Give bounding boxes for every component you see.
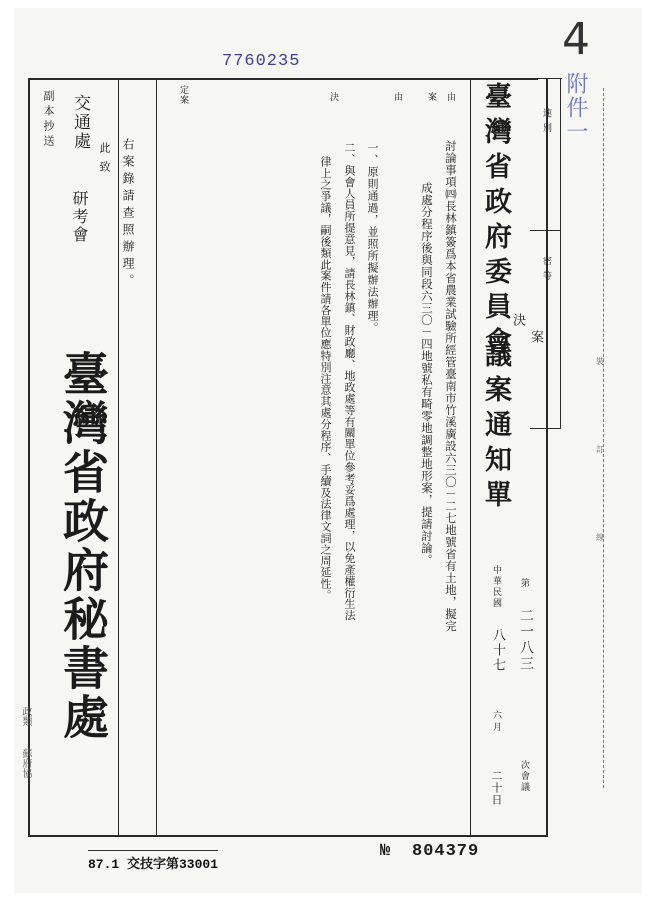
case-text-line-2: 成處分程序後與同段六三〇－四地號私有畸零地調整地形案，提請討論。 — [420, 182, 434, 566]
side-box-right — [560, 78, 561, 428]
form-top-border — [28, 78, 538, 80]
side-box-bottom — [530, 428, 561, 429]
handwritten-attachment: 附件一 — [563, 72, 588, 144]
date-month: 六月 — [491, 710, 501, 734]
date-day: 二十日 — [490, 770, 503, 806]
decision-line-1: 一、原則通過，並照所擬辦法辦理。 — [366, 142, 379, 334]
date-meeting-number: 二一八三 — [518, 608, 534, 672]
side-box-top — [530, 78, 562, 79]
form-bottom-border — [28, 835, 548, 837]
copy-label: 副本抄送 — [42, 90, 55, 150]
margin-note-2: 蘇府協 — [20, 748, 31, 778]
decision-line-2a: 二、與會人員所提意見，請長林鎮、財政廳、地政處等有關單位參考妥爲處理，以免產權衍生法 — [343, 142, 356, 621]
issuer-column-divider — [118, 80, 119, 835]
issuer-name: 臺灣省政府秘書處 — [56, 350, 110, 742]
confirm-label: 定案 — [180, 86, 190, 106]
decision-line-2b: 律上之爭議，嗣後類此案件請各單位應特別注意其處分程序、手續及法律文詞之周延性。 — [319, 156, 332, 601]
bottom-receipt-stamp: 87.1 交技字第33001 — [88, 850, 218, 872]
handwritten-page-number: 4 — [562, 14, 590, 65]
notice-column-divider — [156, 80, 157, 835]
top-serial-stamp: 7760235 — [222, 52, 301, 71]
main-title: 臺灣省政府委員會 — [480, 82, 511, 362]
secret-label: 密等 — [541, 256, 551, 286]
title-column-divider — [470, 80, 471, 835]
form-right-border — [546, 78, 548, 837]
date-era: 中華民國 — [491, 565, 501, 609]
title-subtitle: 議案通知單 — [480, 340, 511, 515]
side-box-divider — [530, 230, 561, 231]
binding-line — [603, 88, 604, 788]
notice-line-2: 此致 — [98, 142, 111, 180]
doc-number-label: № — [380, 842, 391, 861]
decision-label: 決 — [330, 93, 340, 103]
doc-number: 804379 — [412, 842, 480, 861]
order-label: 速別 — [541, 108, 551, 138]
date-label-session: 次會議 — [519, 760, 529, 793]
binding-char-3: 線 — [596, 533, 604, 542]
title-annot-case: 案 — [528, 330, 543, 343]
binding-char-2: 訂 — [596, 445, 604, 454]
notice-recipient: 交通處 — [70, 94, 90, 151]
copy-recipient: 研考會 — [70, 190, 89, 244]
case-label: 案由 — [428, 93, 467, 103]
binding-char-1: 裝 — [596, 357, 604, 366]
date-year: 八十七 — [490, 628, 505, 673]
date-label-no: 第 — [519, 578, 529, 587]
title-annot-decision: 決 — [510, 313, 525, 326]
margin-note-1: 政類 — [20, 706, 31, 726]
reason-label: 由 — [394, 93, 404, 103]
notice-line-1: 右案錄請查照辦理。 — [121, 138, 135, 291]
case-text-line-1: 討論事項㈣長林鎮簽爲本省農業試驗所經管臺南市竹溪廣設六三〇－二七地號省有土地，擬完 — [444, 140, 458, 632]
